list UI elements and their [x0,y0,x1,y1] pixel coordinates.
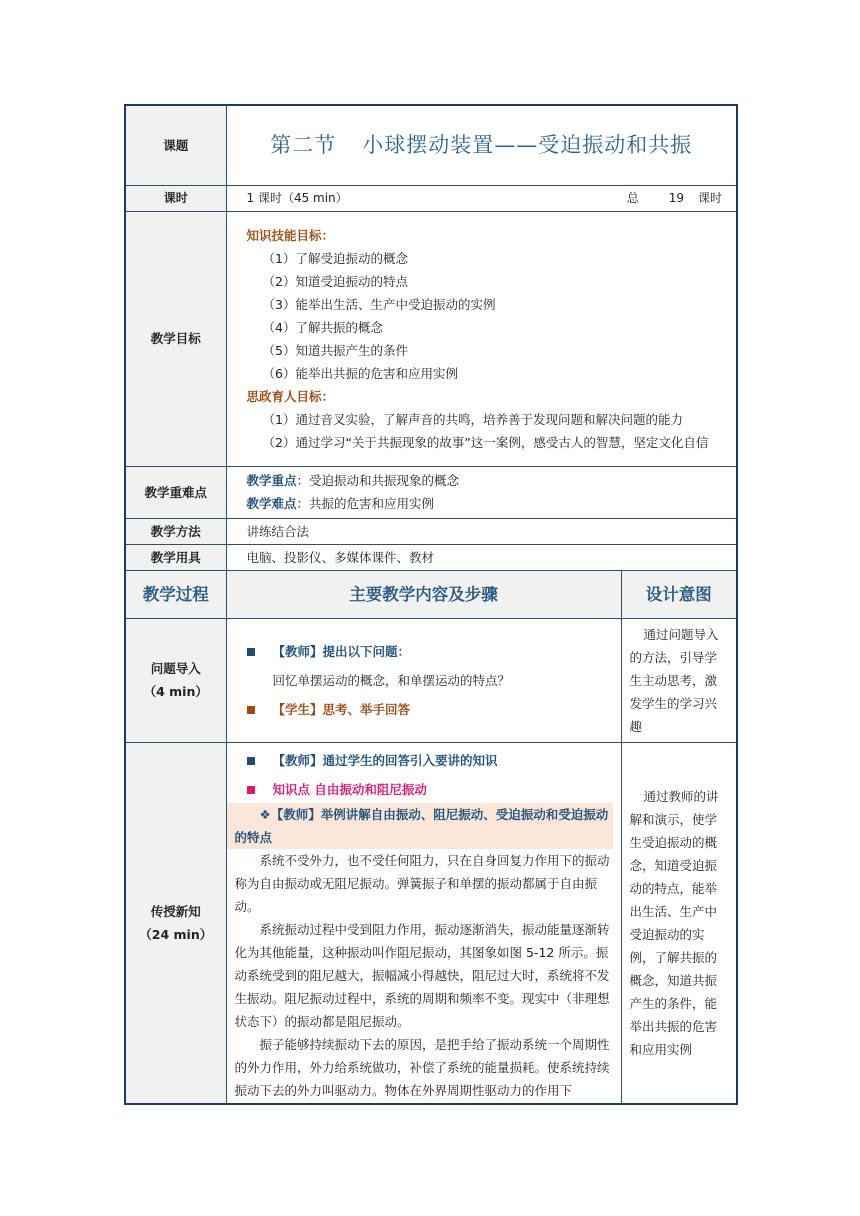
key-focus: 教学重点：受迫振动和共振现象的概念 [246,473,460,488]
lesson-title [226,105,737,185]
paragraph: 系统振动过程中受到阻力作用，振动逐渐消失，振动能量逐渐转化为其他能量，这种振动叫作阻尼振动，其图象如图 5-12 所示。振动系统受到的阻尼越大，振幅减小得越快，阻尼过大时，系统将不发生振动。阻尼振动过程中，系统的周期和频率不变。现实中（非理想状态下）的振动都是阻尼振动。 [234,921,610,1029]
total-hours: 总 19 课时 [626,190,722,205]
hours-label: 课时 [125,185,226,211]
new-teacher: 【教师】通过学生的回答引入要讲的知识 [235,749,613,772]
knowledge-item: （3）能举出生活、生产中受迫振动的实例 [262,296,496,312]
knowledge-item: （2）知道受迫振动的特点 [262,273,408,289]
paragraph: 系统不受外力，也不受任何阻力，只在自身回复力作用下的振动称为自由振动或无阻尼振动。弹簧振子和单摆的振动都属于自由振动。 [234,852,610,914]
knowledge-point: 知识点 自由振动和阻尼振动 [235,778,613,801]
new-content [226,742,621,1104]
key-points-label: 教学重难点 [125,466,226,518]
hours-value: 1 课时（45 min） [246,190,348,205]
key-difficulty: 教学难点：共振的危害和应用实例 [246,496,435,511]
lesson-plan-table [124,104,738,1105]
intro-question: 回忆单摆运动的概念，和单摆运动的特点？ [272,672,511,688]
objectives-label: 教学目标 [125,211,226,466]
tools-value: 电脑、投影仪、多媒体课件、教材 [226,544,737,570]
intro-content [226,618,621,742]
title-text: 小球摆动装置——受迫振动和共振 [362,132,693,157]
knowledge-item: （4）了解共振的概念 [262,319,383,335]
title-section: 第二节 [270,132,337,157]
lesson-plan [124,104,736,1105]
topic-label: 课题 [125,105,226,185]
new-label-cell [125,742,226,1104]
content-header: 主要教学内容及步骤 [226,570,621,618]
example-line: ❖【教师】举例讲解自由振动、阻尼振动、受迫振动和受迫振动的特点 [227,803,613,849]
intro-label-cell [125,618,226,742]
method-label: 教学方法 [125,518,226,544]
intent-header: 设计意图 [621,570,737,618]
method-value: 讲练结合法 [226,518,737,544]
knowledge-heading: 知识技能目标： [246,227,335,243]
intro-teacher: 【教师】提出以下问题： [247,640,613,663]
intro-student: 【学生】思考、举手回答 [247,698,613,721]
process-header: 教学过程 [125,570,226,618]
hours-row [226,185,737,211]
paragraph: 振子能够持续振动下去的原因，是把手给了振动系统一个周期性的外力作用，外力给系统做功，补偿了系统的能量损耗。使系统持续振动下去的外力叫驱动力。物体在外界周期性驱动力的作用下 [234,1036,610,1098]
new-label: 传授新知 [150,903,201,919]
objectives-cell [226,211,737,466]
intro-time: （4 min） [143,684,208,699]
ideology-item: （2）通过学习“关于共振现象的故事”这一案例，感受古人的智慧，坚定文化自信 [262,434,709,450]
new-time: （24 min） [139,926,213,942]
intro-label: 问题导入 [150,661,201,676]
intro-intent: 通过问题导入的方法，引导学生主动思考，激发学生的学习兴趣 [621,618,737,742]
key-points-cell [226,466,737,518]
ideology-heading: 思政育人目标： [246,388,335,404]
knowledge-item: （1）了解受迫振动的概念 [262,250,408,266]
tools-label: 教学用具 [125,544,226,570]
knowledge-item: （6）能举出共振的危害和应用实例 [262,365,458,381]
ideology-item: （1）通过音叉实验，了解声音的共鸣，培养善于发现问题和解决问题的能力 [262,411,683,427]
new-intent: 通过教师的讲解和演示，使学生受迫振动的概念，知道受迫振动的特点，能举出生活、生产中受迫振动的实例，了解共振的概念，知道共振产生的条件，能举出共振的危害和应用实例 [621,742,737,1104]
knowledge-item: （5）知道共振产生的条件 [262,342,408,358]
